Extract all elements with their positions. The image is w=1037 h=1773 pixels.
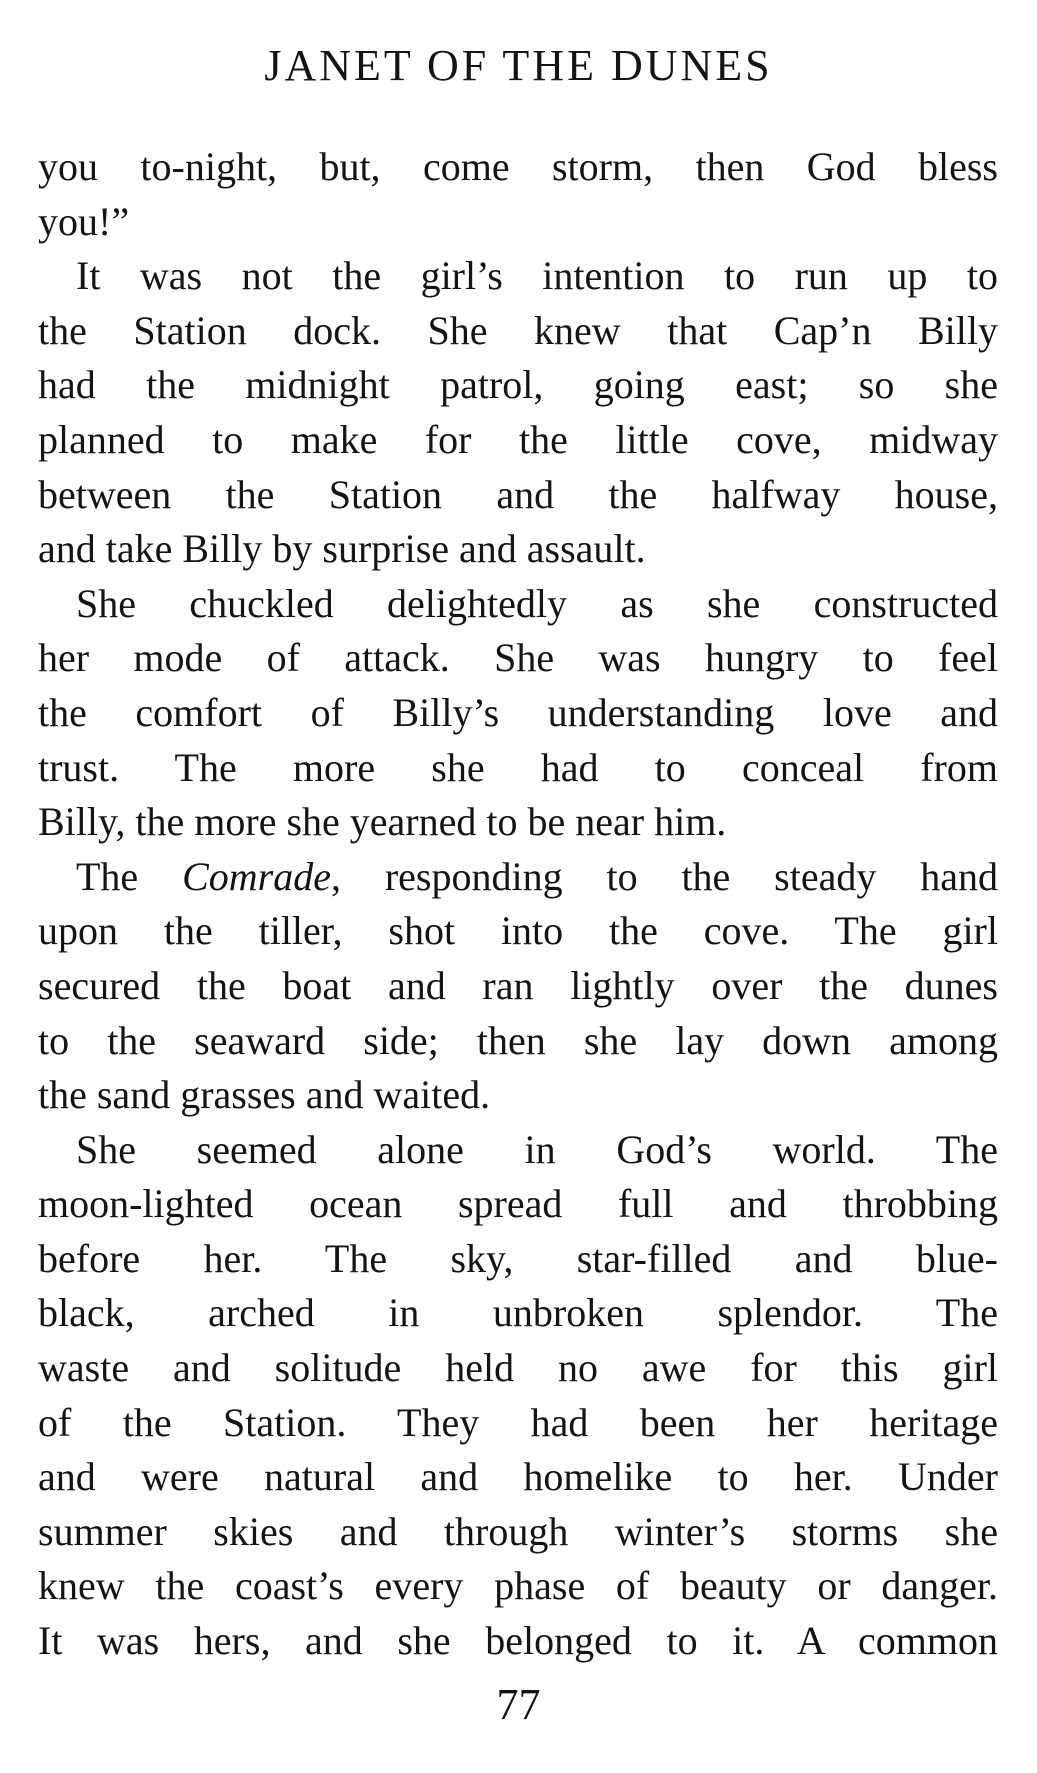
text-segment: The (76, 853, 183, 899)
text-line: the sand grasses and waited. (38, 1072, 491, 1118)
text-line: of the Station. They had been her heritage (38, 1399, 998, 1445)
text-line: to the seaward side; then she lay down among (38, 1017, 998, 1063)
text-line (38, 850, 998, 905)
text-line: before her. The sky, star-filled and blue- (38, 1235, 998, 1281)
text-line: trust. The more she had to conceal from (38, 744, 998, 790)
text-segment: , responding to the steady hand (330, 853, 998, 899)
text-line: and take Billy by surprise and assault. (38, 526, 646, 572)
text-line: It was not the girl’s intention to run up to (76, 253, 998, 299)
text-line: summer skies and through winter’s storms she (38, 1508, 998, 1554)
text-line: It was hers, and she belonged to it. A common (38, 1618, 998, 1664)
text-line: waste and solitude held no awe for this girl (38, 1345, 998, 1391)
text-line: Billy, the more she yearned to be near him. (38, 799, 727, 845)
running-head: JANET OF THE DUNES (264, 41, 773, 90)
text-line: knew the coast’s every phase of beauty or danger. (38, 1563, 998, 1609)
text-line: upon the tiller, shot into the cove. The girl (38, 908, 998, 954)
text-line: black, arched in unbroken splendor. The (38, 1290, 998, 1336)
text-line: her mode of attack. She was hungry to feel (38, 635, 998, 681)
text-line: the comfort of Billy’s understanding love and (38, 689, 998, 735)
text-line: you to-night, but, come storm, then God bless (38, 144, 998, 189)
text-line: moon-lighted ocean spread full and throbbing (38, 1181, 998, 1227)
text-line: planned to make for the little cove, midway (38, 416, 998, 462)
text-line: She seemed alone in God’s world. The (76, 1126, 998, 1172)
text-line: secured the boat and ran lightly over the dunes (38, 962, 998, 1008)
text-line: you!” (38, 198, 130, 244)
text-line: had the midnight patrol, going east; so she (38, 362, 998, 408)
text-line: the Station dock. She knew that Cap’n Billy (38, 307, 998, 353)
body-text (38, 140, 998, 1669)
page-number: 77 (496, 1680, 541, 1729)
italic-boat-name: Comrade (182, 853, 331, 899)
text-line: and were natural and homelike to her. Under (38, 1454, 998, 1500)
text-line: between the Station and the halfway house, (38, 471, 998, 517)
text-line: She chuckled delightedly as she constructed (76, 580, 998, 626)
